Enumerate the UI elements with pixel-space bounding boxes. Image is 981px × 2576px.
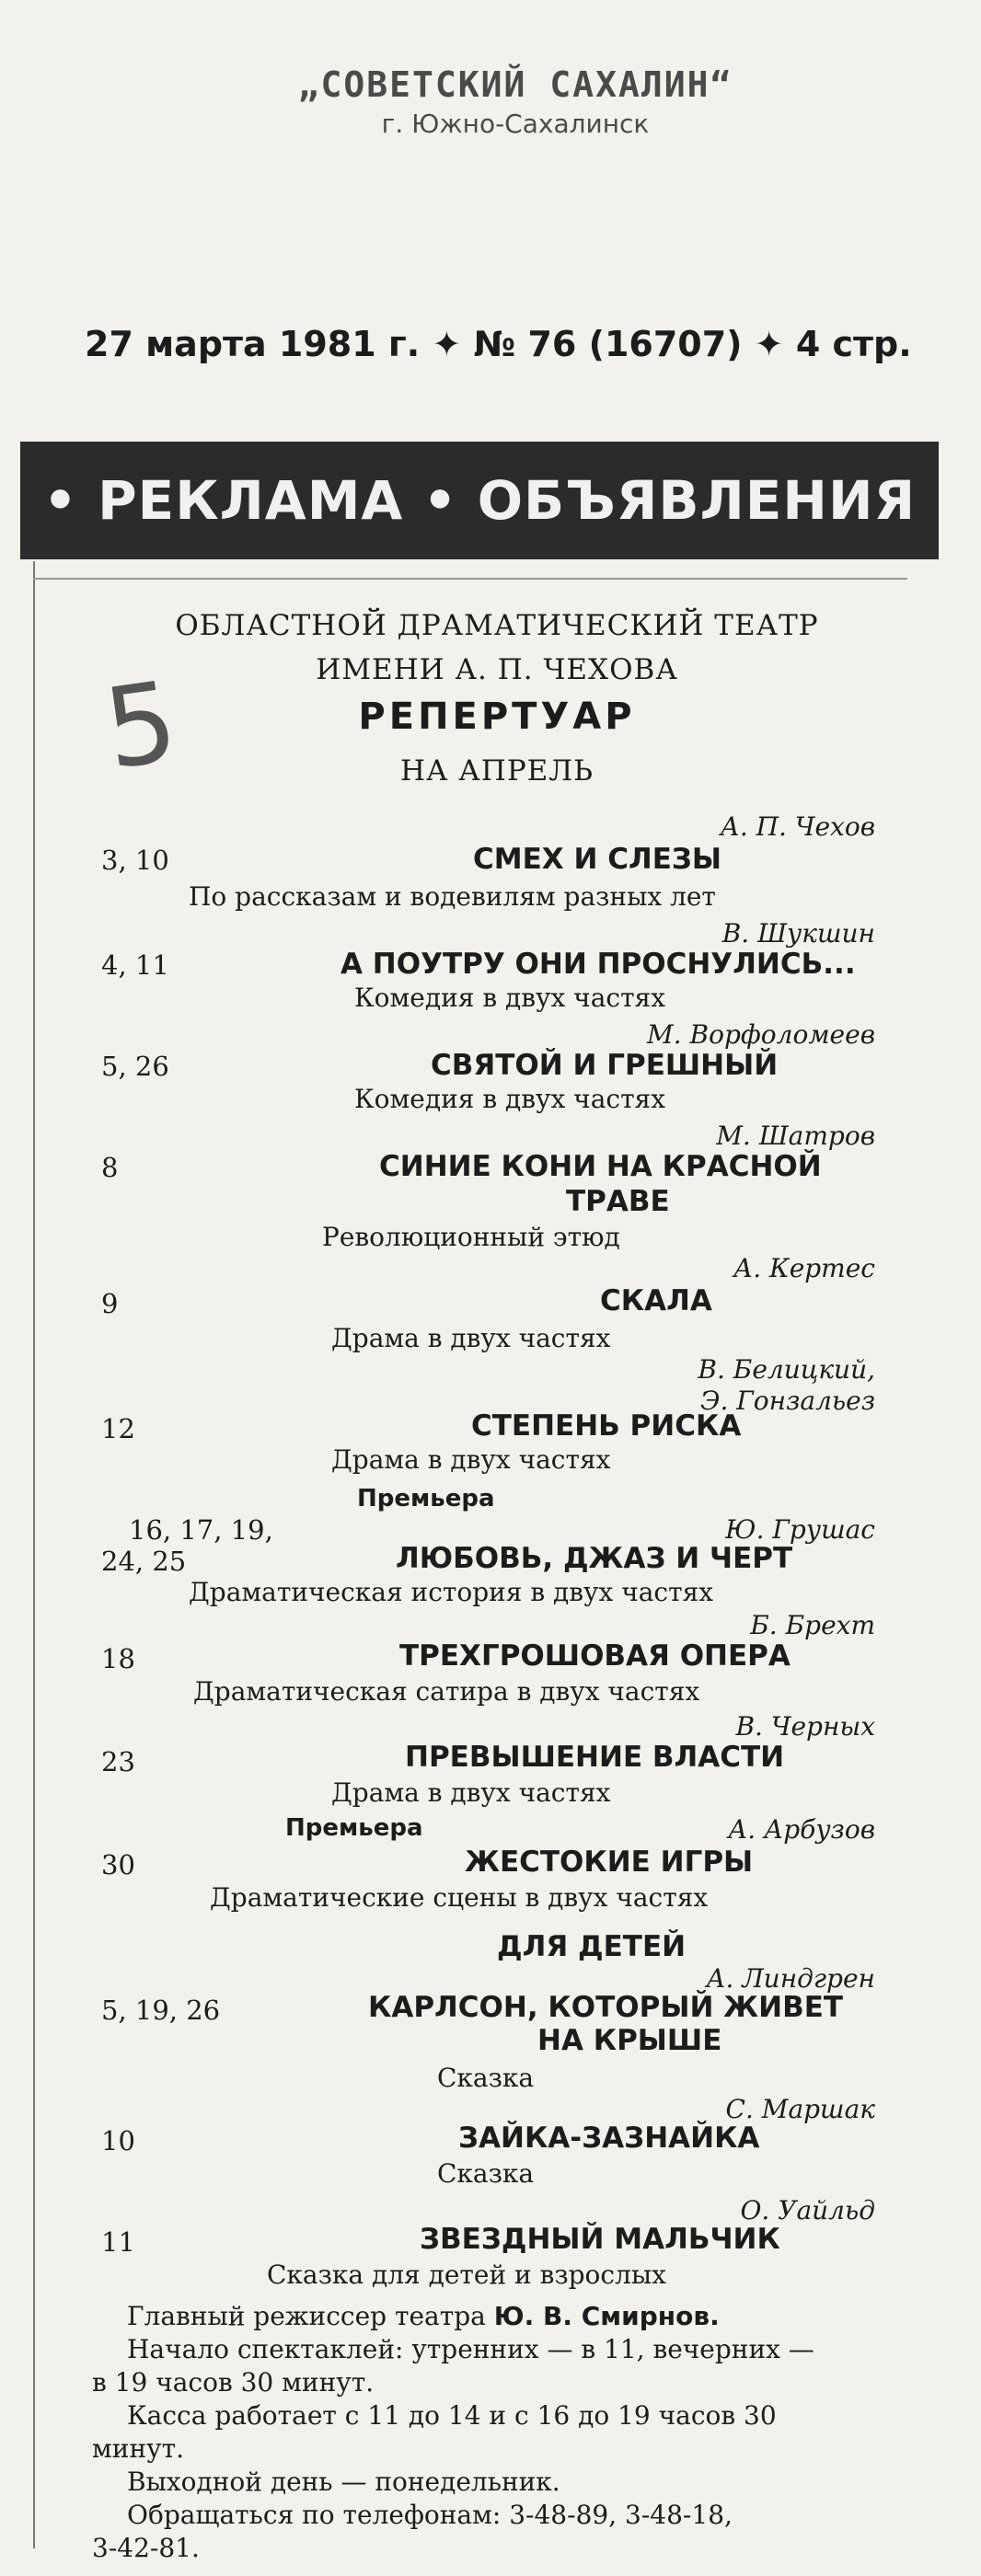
play-description: Комедия в двух частях bbox=[354, 983, 666, 1013]
play-dates: 8 bbox=[101, 1152, 119, 1183]
play-dates: 10 bbox=[101, 2125, 135, 2156]
play-title: ЗАЙКА-ЗАЗНАЙКА bbox=[458, 2122, 760, 2155]
play-description: Сказка для детей и взрослых bbox=[267, 2260, 666, 2290]
director-line bbox=[92, 2300, 911, 2333]
play-title-cont: НА КРЫШЕ bbox=[537, 2024, 722, 2057]
section-banner: • РЕКЛАМА • ОБЪЯВЛЕНИЯ bbox=[20, 442, 939, 559]
premiere-label: Премьера bbox=[285, 1814, 423, 1842]
play-author: А. Кертес bbox=[733, 1253, 875, 1283]
play-title: ПРЕВЫШЕНИЕ ВЛАСТИ bbox=[405, 1741, 785, 1774]
page-title: РЕПЕРТУАР bbox=[358, 696, 636, 738]
play-dates: 4, 11 bbox=[101, 949, 169, 981]
play-author: В. Белицкий, bbox=[698, 1354, 875, 1385]
play-author: А. Линдгрен bbox=[706, 1963, 875, 1994]
stamp-title: „СОВЕТСКИЙ САХАЛИН“ bbox=[297, 64, 733, 105]
newspaper-stamp bbox=[294, 64, 736, 139]
play-dates: 16, 17, 19, bbox=[129, 1514, 273, 1546]
play-dates: 5, 26 bbox=[101, 1051, 169, 1082]
box-office-hours-cont: минут. bbox=[92, 2433, 184, 2464]
play-author: Ю. Грушас bbox=[725, 1514, 875, 1545]
play-title: СВЯТОЙ И ГРЕШНЫЙ bbox=[431, 1049, 779, 1082]
play-dates: 3, 10 bbox=[101, 845, 169, 876]
phones: Обращаться по телефонам: 3-48-89, 3-48-18, bbox=[127, 2500, 733, 2530]
play-author: А. П. Чехов bbox=[720, 811, 875, 842]
play-dates: 11 bbox=[101, 2226, 135, 2258]
play-title: ЖЕСТОКИЕ ИГРЫ bbox=[465, 1846, 754, 1879]
play-description: Сказка bbox=[437, 2158, 535, 2189]
play-dates: 30 bbox=[101, 1849, 135, 1880]
issue-date: 27 марта 1981 г. bbox=[85, 324, 421, 364]
play-title-cont: ТРАВЕ bbox=[566, 1185, 670, 1218]
page-subtitle: НА АПРЕЛЬ bbox=[399, 754, 594, 788]
premiere-label: Премьера bbox=[357, 1485, 495, 1512]
play-description: Драма в двух частях bbox=[331, 1777, 611, 1808]
play-author: А. Арбузов bbox=[728, 1814, 875, 1845]
play-title: СМЕХ И СЛЕЗЫ bbox=[473, 843, 722, 876]
play-title: ЗВЕЗДНЫЙ МАЛЬЧИК bbox=[420, 2223, 780, 2256]
play-author: О. Уайльд bbox=[740, 2195, 875, 2225]
section-heading: ДЛЯ ДЕТЕЙ bbox=[497, 1930, 687, 1963]
play-description: Сказка bbox=[437, 2063, 535, 2093]
play-description: Драматические сцены в двух частях bbox=[210, 1882, 709, 1913]
separator-icon: ✦ bbox=[432, 324, 474, 364]
play-dates: 18 bbox=[101, 1643, 135, 1674]
phones-cont: 3-42-81. bbox=[92, 2533, 200, 2563]
play-author: Б. Брехт bbox=[750, 1610, 875, 1640]
play-dates: 9 bbox=[101, 1288, 119, 1319]
play-title: СКАЛА bbox=[600, 1284, 712, 1317]
separator-icon: ✦ bbox=[754, 324, 796, 364]
play-description: Драматическая сатира в двух частях bbox=[193, 1676, 700, 1707]
play-description: По рассказам и водевилям разных лет bbox=[189, 881, 716, 912]
play-author-2: Э. Гонзальез bbox=[700, 1386, 875, 1416]
theatre-info bbox=[92, 2300, 911, 2565]
director-label: Главный режиссер театра bbox=[127, 2301, 486, 2331]
play-description: Революционный этюд bbox=[322, 1222, 620, 1252]
start-time: Начало спектаклей: утренних — в 11, вечерних — bbox=[127, 2334, 814, 2364]
play-title: ТРЕХГРОШОВАЯ ОПЕРА bbox=[399, 1639, 791, 1673]
box-office-hours: Касса работает с 11 до 14 и с 16 до 19 часов 30 bbox=[127, 2400, 777, 2431]
play-title: СИНИЕ КОНИ НА КРАСНОЙ bbox=[379, 1150, 822, 1183]
play-dates: 5, 19, 26 bbox=[101, 1995, 221, 2026]
play-dates: 12 bbox=[101, 1413, 135, 1444]
column-rule bbox=[33, 561, 35, 2548]
theatre-name: ОБЛАСТНОЙ ДРАМАТИЧЕСКИЙ ТЕАТР bbox=[175, 609, 819, 642]
play-title: СТЕПЕНЬ РИСКА bbox=[471, 1409, 742, 1443]
play-author: С. Маршак bbox=[725, 2094, 875, 2124]
column-rule-top bbox=[33, 578, 907, 580]
play-description: Драматическая история в двух частях bbox=[189, 1577, 714, 1607]
theatre-name-2: ИМЕНИ А. П. ЧЕХОВА bbox=[316, 653, 678, 686]
play-description: Драма в двух частях bbox=[331, 1323, 611, 1353]
play-description: Драма в двух частях bbox=[331, 1444, 611, 1475]
play-author: В. Черных bbox=[735, 1711, 875, 1742]
play-title: КАРЛСОН, КОТОРЫЙ ЖИВЕТ bbox=[368, 1991, 844, 2024]
director-name: Ю. В. Смирнов. bbox=[493, 2301, 720, 2331]
play-author: В. Шукшин bbox=[721, 918, 875, 949]
play-dates-2: 24, 25 bbox=[101, 1546, 187, 1577]
dateline bbox=[85, 324, 941, 364]
play-dates: 23 bbox=[101, 1746, 135, 1777]
start-time-cont: в 19 часов 30 минут. bbox=[92, 2367, 375, 2398]
play-author: М. Шатров bbox=[716, 1121, 875, 1151]
issue-number: № 76 (16707) bbox=[473, 324, 743, 364]
page-number: 4 стр. bbox=[795, 324, 912, 364]
play-author: М. Ворфоломеев bbox=[647, 1019, 875, 1050]
play-description: Комедия в двух частях bbox=[354, 1084, 666, 1114]
play-title: А ПОУТРУ ОНИ ПРОСНУЛИСЬ... bbox=[340, 948, 856, 981]
stamp-city: г. Южно-Сахалинск bbox=[381, 109, 650, 139]
day-off: Выходной день — понедельник. bbox=[127, 2467, 560, 2497]
handwritten-mark: 5 bbox=[97, 658, 185, 795]
play-title: ЛЮБОВЬ, ДЖАЗ И ЧЕРТ bbox=[396, 1542, 793, 1575]
